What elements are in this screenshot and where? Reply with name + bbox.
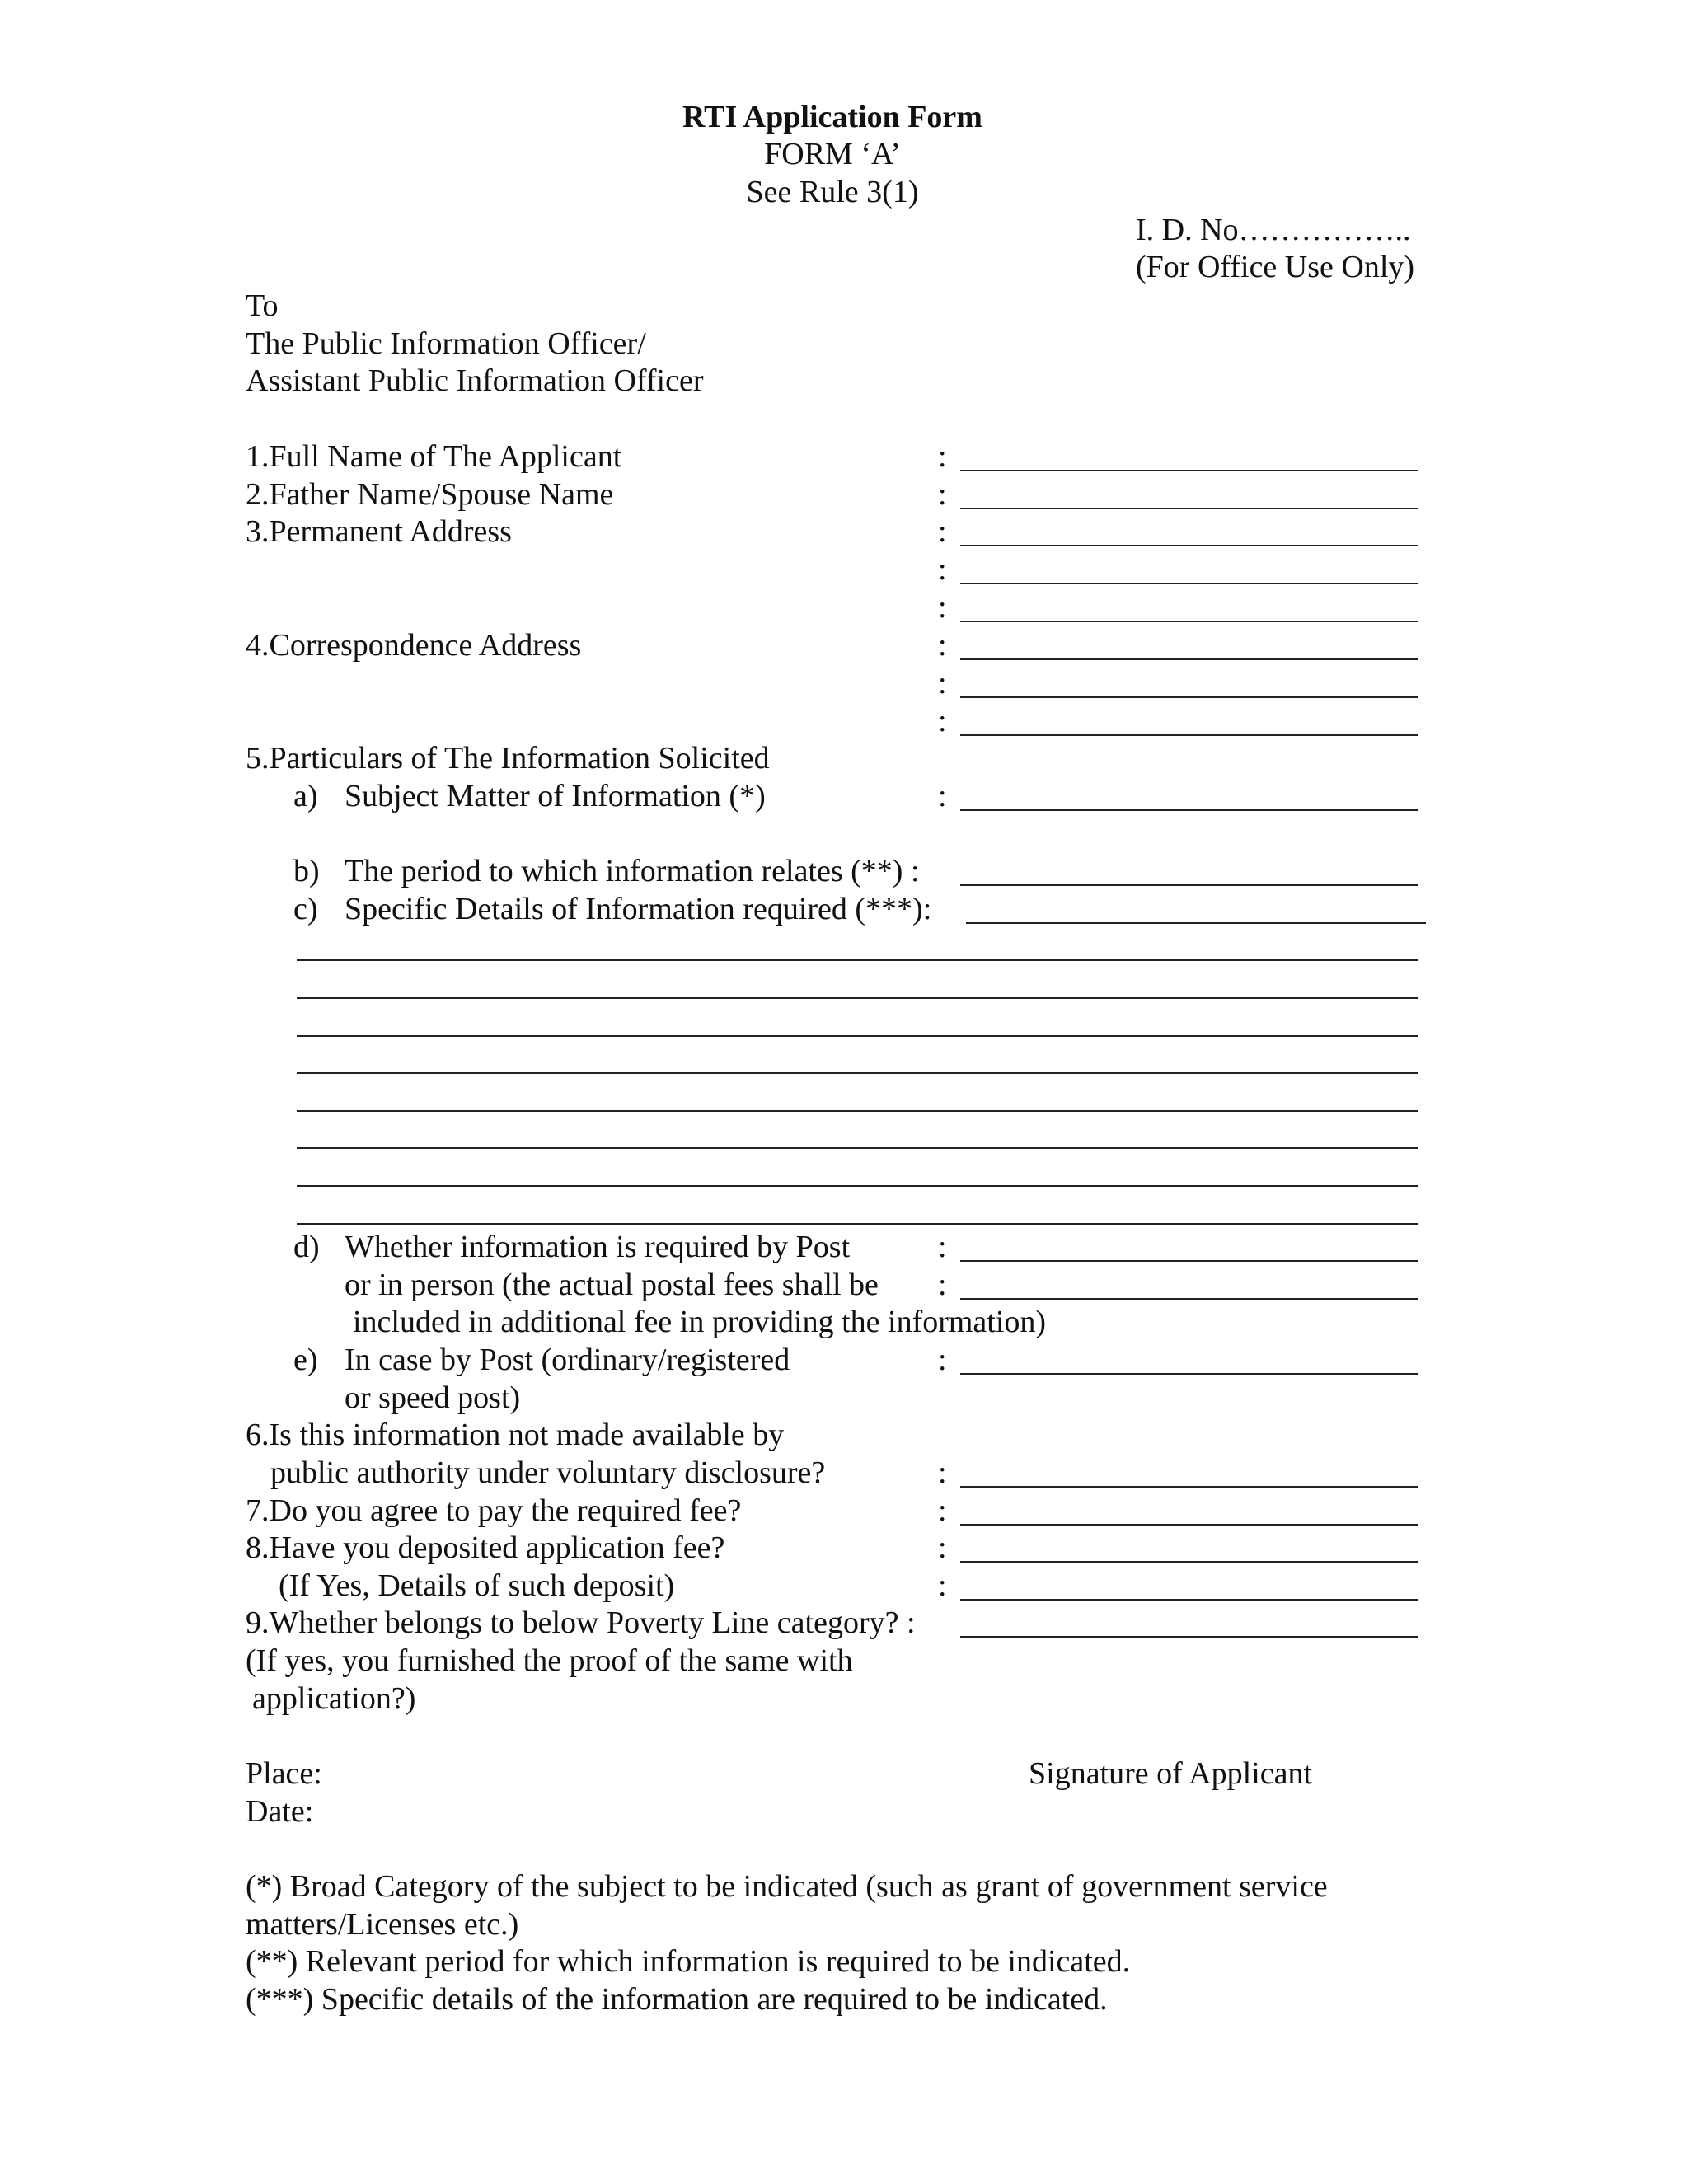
addressee-line-2: Assistant Public Information Officer bbox=[246, 363, 704, 398]
rule-reference: See Rule 3(1) bbox=[746, 175, 919, 209]
item-b-marker: b) bbox=[293, 854, 320, 888]
specific-details-line-1[interactable] bbox=[297, 959, 1418, 961]
period-field[interactable] bbox=[960, 884, 1418, 886]
information-particulars-heading: 5.Particulars of The Information Solicited bbox=[246, 741, 770, 776]
bpl-category-label: 9.Whether belongs to below Poverty Line category? : bbox=[246, 1605, 916, 1640]
form-title: RTI Application Form bbox=[682, 100, 982, 134]
item-c-marker: c) bbox=[293, 892, 318, 926]
specific-details-line-2[interactable] bbox=[297, 997, 1418, 999]
father-spouse-name-label: 2.Father Name/Spouse Name bbox=[246, 477, 614, 512]
colon: : bbox=[938, 779, 947, 813]
specific-details-field[interactable] bbox=[966, 922, 1426, 924]
colon: : bbox=[938, 1493, 947, 1528]
deposit-details-label: (If Yes, Details of such deposit) bbox=[279, 1568, 675, 1603]
delivery-mode-label-2: or in person (the actual postal fees shall be bbox=[345, 1268, 879, 1302]
colon: : bbox=[938, 1530, 947, 1565]
delivery-mode-field-2[interactable] bbox=[960, 1298, 1418, 1300]
subject-matter-label: Subject Matter of Information (*) bbox=[345, 779, 766, 813]
colon: : bbox=[938, 439, 947, 474]
period-label: The period to which information relates (**) : bbox=[345, 854, 920, 888]
colon: : bbox=[938, 1568, 947, 1603]
item-a-marker: a) bbox=[293, 779, 318, 813]
colon: : bbox=[938, 1343, 947, 1377]
fee-deposited-field[interactable] bbox=[960, 1561, 1418, 1563]
specific-details-line-6[interactable] bbox=[297, 1147, 1418, 1149]
date-label: Date: bbox=[246, 1794, 314, 1829]
colon: : bbox=[938, 628, 947, 663]
agree-fee-label: 7.Do you agree to pay the required fee? bbox=[246, 1493, 742, 1528]
colon: : bbox=[938, 590, 947, 625]
bpl-proof-label-1: (If yes, you furnished the proof of the same with bbox=[246, 1643, 853, 1678]
permanent-address-label: 3.Permanent Address bbox=[246, 514, 512, 549]
specific-details-line-3[interactable] bbox=[297, 1035, 1418, 1037]
specific-details-label: Specific Details of Information required (***): bbox=[345, 892, 932, 926]
post-type-label-1: In case by Post (ordinary/registered bbox=[345, 1343, 790, 1377]
specific-details-line-8[interactable] bbox=[297, 1223, 1418, 1225]
delivery-mode-label-3: included in additional fee in providing the information) bbox=[353, 1305, 1047, 1339]
specific-details-line-4[interactable] bbox=[297, 1072, 1418, 1074]
agree-fee-field[interactable] bbox=[960, 1524, 1418, 1526]
to-label: To bbox=[246, 288, 279, 323]
correspondence-address-label: 4.Correspondence Address bbox=[246, 628, 582, 663]
colon: : bbox=[938, 514, 947, 549]
addressee-line-1: The Public Information Officer/ bbox=[246, 326, 646, 361]
full-name-field[interactable] bbox=[960, 470, 1418, 471]
permanent-address-field-2[interactable] bbox=[960, 583, 1418, 584]
item-e-marker: e) bbox=[293, 1343, 318, 1377]
colon: : bbox=[938, 552, 947, 587]
form-name: FORM ‘A’ bbox=[764, 137, 901, 171]
colon: : bbox=[938, 1455, 947, 1490]
correspondence-address-field-1[interactable] bbox=[960, 658, 1418, 660]
father-spouse-name-field[interactable] bbox=[960, 508, 1418, 509]
deposit-details-field[interactable] bbox=[960, 1599, 1418, 1601]
id-number: I. D. No…………….. bbox=[1136, 213, 1411, 247]
correspondence-address-field-2[interactable] bbox=[960, 696, 1418, 698]
colon: : bbox=[938, 704, 947, 738]
specific-details-line-7[interactable] bbox=[297, 1185, 1418, 1187]
post-type-field[interactable] bbox=[960, 1373, 1418, 1375]
delivery-mode-label-1: Whether information is required by Post bbox=[345, 1230, 851, 1264]
note-specific-details: (***) Specific details of the information are required to be indicated. bbox=[246, 1982, 1108, 2017]
voluntary-disclosure-field[interactable] bbox=[960, 1486, 1418, 1488]
colon: : bbox=[938, 1268, 947, 1302]
correspondence-address-field-3[interactable] bbox=[960, 734, 1418, 736]
colon: : bbox=[938, 1230, 947, 1264]
place-label: Place: bbox=[246, 1756, 322, 1791]
full-name-label: 1.Full Name of The Applicant bbox=[246, 439, 622, 474]
bpl-category-field[interactable] bbox=[960, 1636, 1418, 1638]
voluntary-disclosure-label-1: 6.Is this information not made available by bbox=[246, 1418, 785, 1452]
permanent-address-field-3[interactable] bbox=[960, 621, 1418, 622]
note-broad-category-2: matters/Licenses etc.) bbox=[246, 1907, 519, 1942]
voluntary-disclosure-label-2: public authority under voluntary disclosure? bbox=[270, 1455, 826, 1490]
subject-matter-field[interactable] bbox=[960, 809, 1418, 811]
colon: : bbox=[938, 477, 947, 512]
permanent-address-field-1[interactable] bbox=[960, 545, 1418, 546]
specific-details-line-5[interactable] bbox=[297, 1110, 1418, 1112]
colon: : bbox=[938, 666, 947, 701]
delivery-mode-field-1[interactable] bbox=[960, 1260, 1418, 1262]
item-d-marker: d) bbox=[293, 1230, 320, 1264]
note-relevant-period: (**) Relevant period for which information is required to be indicated. bbox=[246, 1944, 1131, 1979]
office-use-note: (For Office Use Only) bbox=[1136, 250, 1415, 284]
fee-deposited-label: 8.Have you deposited application fee? bbox=[246, 1530, 725, 1565]
signature-label: Signature of Applicant bbox=[1029, 1756, 1313, 1791]
note-broad-category-1: (*) Broad Category of the subject to be indicated (such as grant of government service bbox=[246, 1869, 1328, 1904]
post-type-label-2: or speed post) bbox=[345, 1380, 521, 1415]
bpl-proof-label-2: application?) bbox=[252, 1681, 416, 1716]
